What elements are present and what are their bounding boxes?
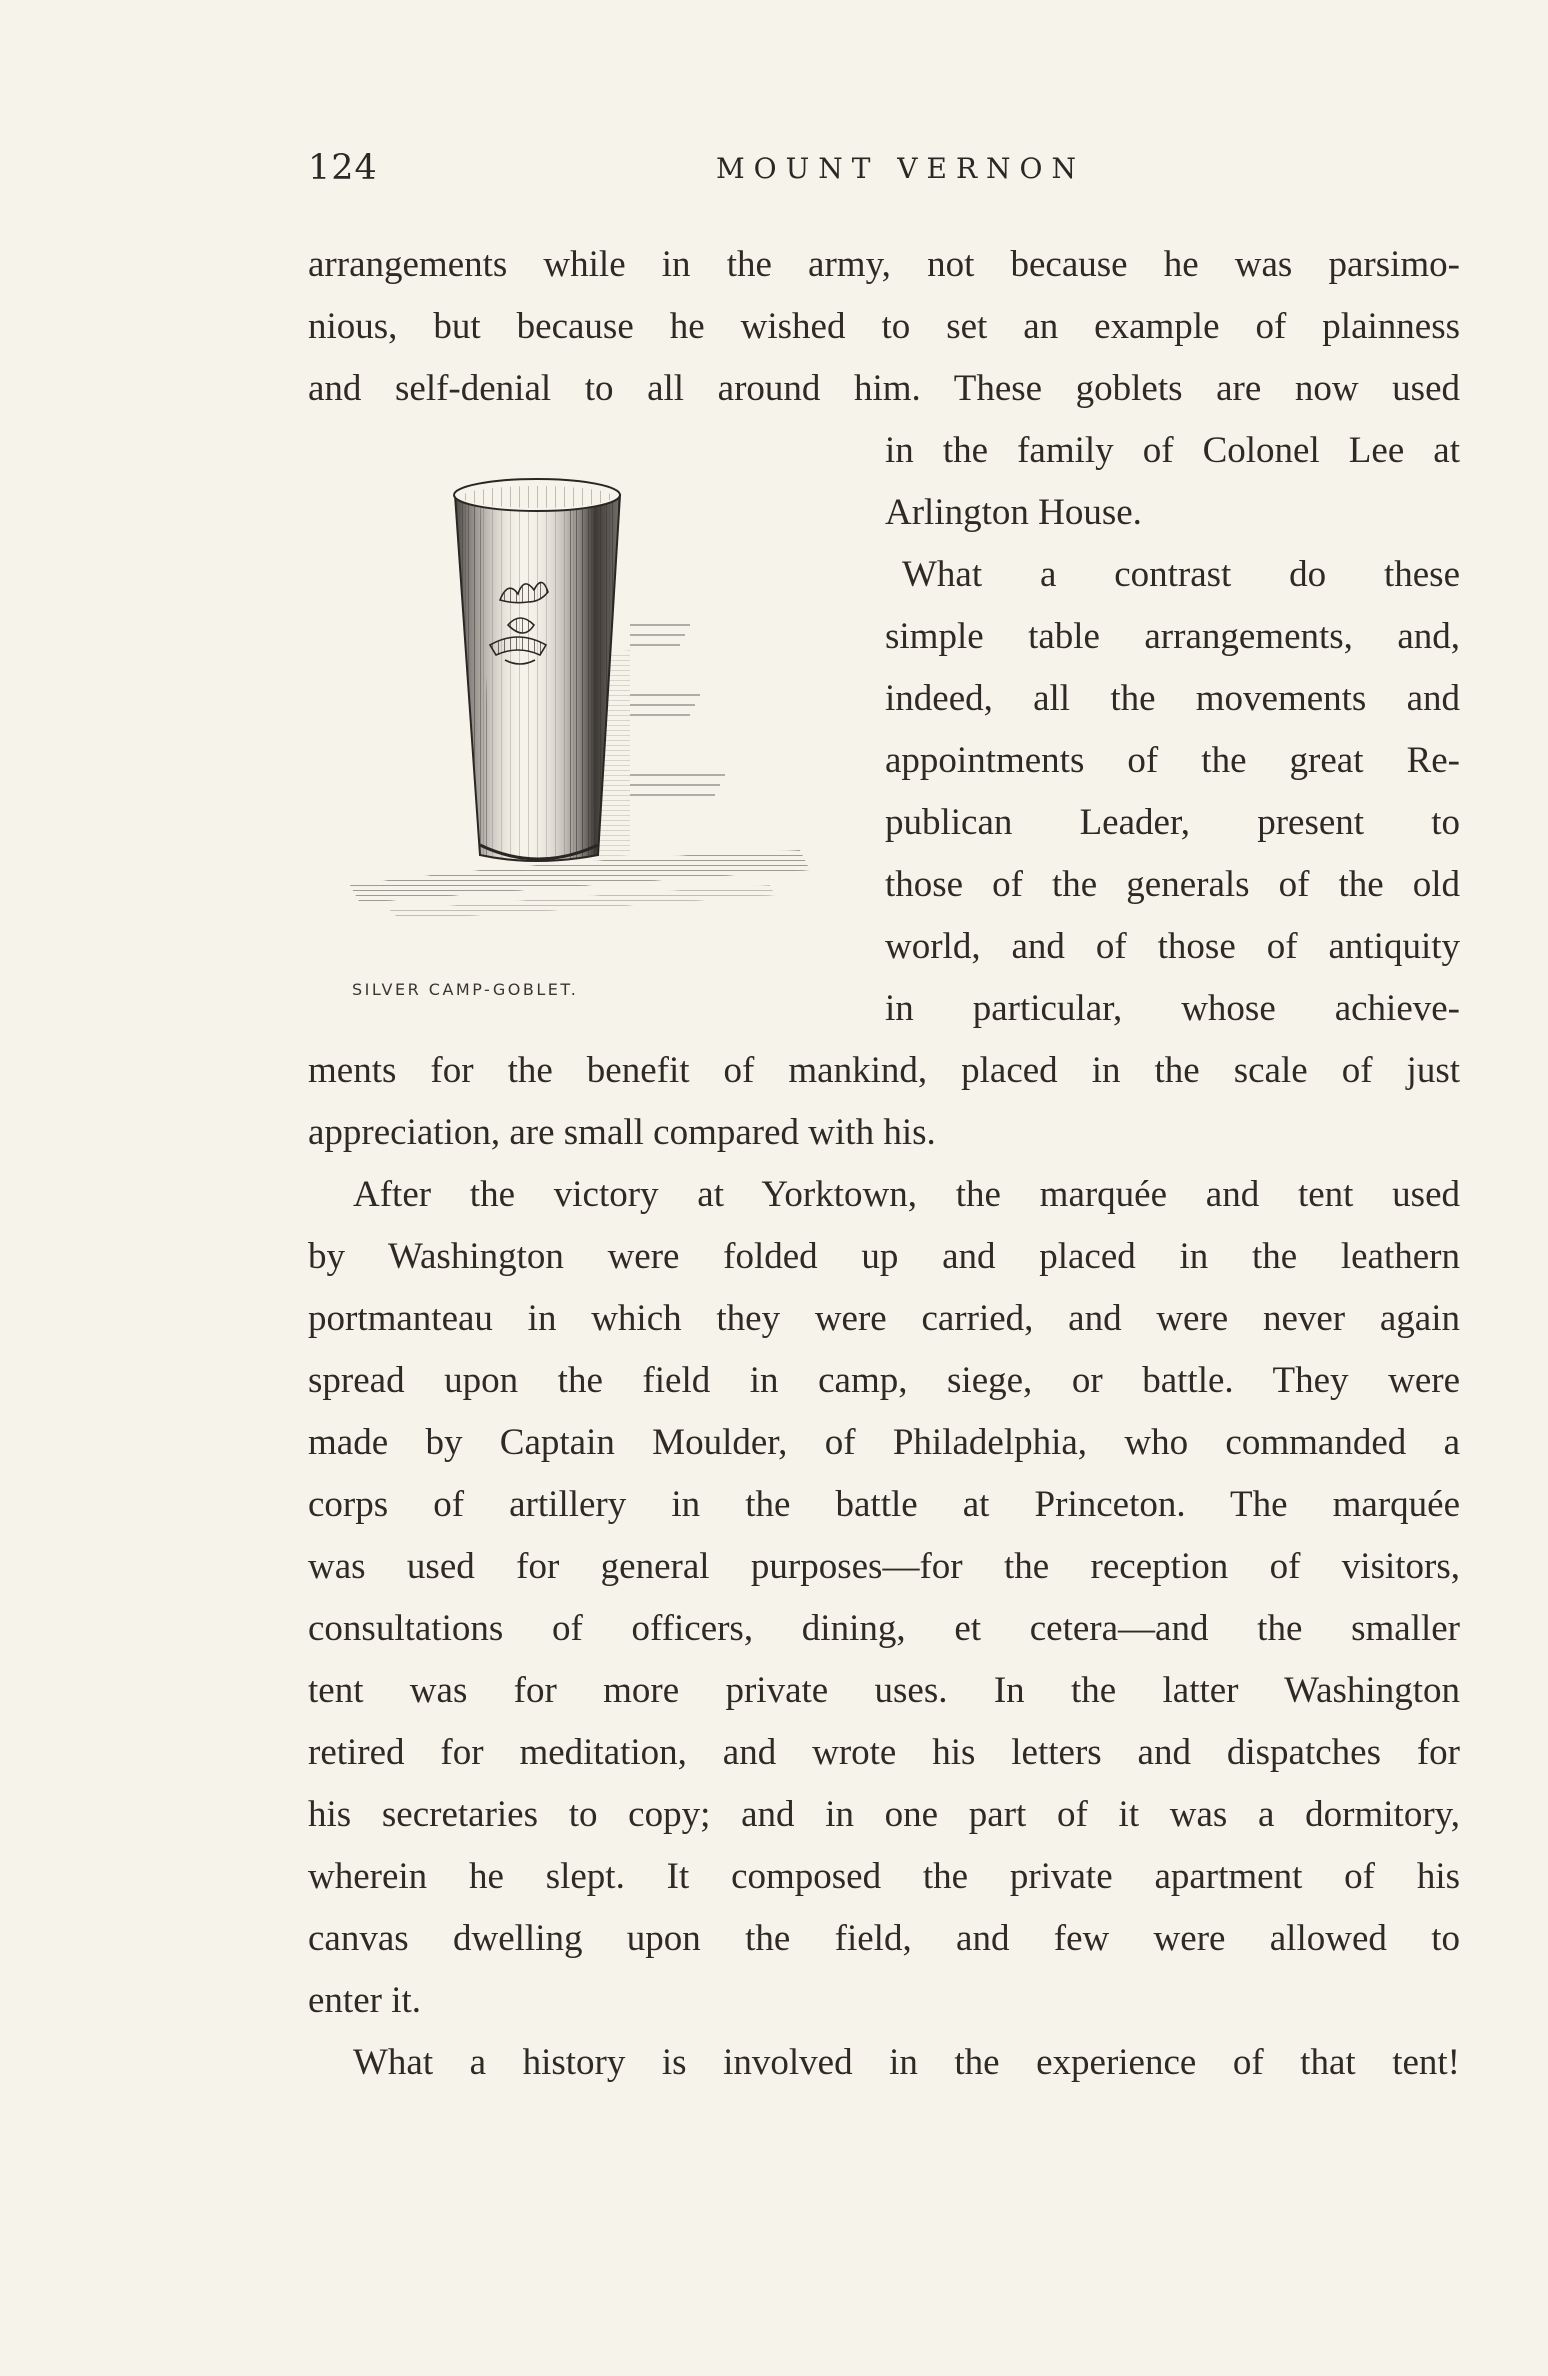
text-line: those of the generals of the old (885, 864, 1460, 905)
text-line: After the victory at Yorktown, the marquée and tent used (353, 1174, 1460, 1215)
reflection-lines (630, 625, 725, 795)
text-line: arrangements while in the army, not because he was parsimo- (308, 244, 1460, 285)
silver-goblet-illustration (330, 455, 870, 975)
figure-caption: SILVER CAMP-GOBLET. (352, 980, 579, 999)
text-line: made by Captain Moulder, of Philadelphia, who commanded a (308, 1422, 1460, 1463)
text-line: Arlington House. (885, 492, 1142, 533)
text-line: tent was for more private uses. In the latter Washington (308, 1670, 1460, 1711)
text-line: wherein he slept. It composed the private apartment of his (308, 1856, 1460, 1897)
text-line: spread upon the field in camp, siege, or battle. They were (308, 1360, 1460, 1401)
text-line: publican Leader, present to (885, 802, 1460, 843)
text-line: appointments of the great Re- (885, 740, 1460, 781)
text-line: was used for general purposes—for the reception of visitors, (308, 1546, 1460, 1587)
page-number: 124 (308, 148, 378, 188)
goblet-body (454, 479, 620, 861)
text-line: indeed, all the movements and (885, 678, 1460, 719)
text-line: consultations of officers, dining, et cetera—and the smaller (308, 1608, 1460, 1649)
text-line: and self-denial to all around him. These goblets are now used (308, 368, 1460, 409)
page-header (308, 148, 1438, 198)
text-line: appreciation, are small compared with his. (308, 1112, 936, 1153)
text-line: by Washington were folded up and placed in the leathern (308, 1236, 1460, 1277)
text-line: corps of artillery in the battle at Princeton. The marquée (308, 1484, 1460, 1525)
text-line: canvas dwelling upon the field, and few were allowed to (308, 1918, 1460, 1959)
text-line: retired for meditation, and wrote his letters and dispatches for (308, 1732, 1460, 1773)
text-line: portmanteau in which they were carried, and were never again (308, 1298, 1460, 1339)
text-line: What a history is involved in the experience of that tent! (353, 2042, 1460, 2083)
text-line: simple table arrangements, and, (885, 616, 1460, 657)
text-line: in the family of Colonel Lee at (885, 430, 1460, 471)
text-line: world, and of those of antiquity (885, 926, 1460, 967)
text-line: in particular, whose achieve- (885, 988, 1460, 1029)
text-line: his secretaries to copy; and in one part of it was a dormitory, (308, 1794, 1460, 1835)
text-line: ments for the benefit of mankind, placed in the scale of just (308, 1050, 1460, 1091)
text-line: What a contrast do these (902, 554, 1460, 595)
text-line: enter it. (308, 1980, 422, 2021)
text-line: nious, but because he wished to set an example of plainness (308, 306, 1460, 347)
running-head: MOUNT VERNON (716, 152, 1085, 185)
